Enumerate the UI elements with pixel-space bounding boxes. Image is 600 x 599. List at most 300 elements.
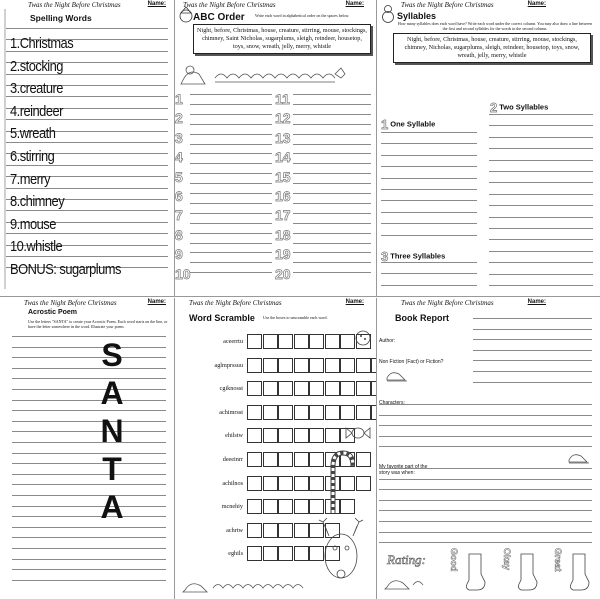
writing-line bbox=[379, 500, 592, 501]
abc-number: 10 bbox=[175, 265, 191, 282]
favorite-part-lines bbox=[379, 468, 592, 550]
name-label: Name: bbox=[147, 1, 166, 7]
writing-line bbox=[6, 233, 168, 234]
answer-box[interactable] bbox=[263, 334, 278, 349]
answer-box[interactable] bbox=[247, 428, 262, 443]
spelling-word: 10.whistle bbox=[10, 238, 63, 256]
writing-line bbox=[489, 251, 593, 252]
one-syllable-lines bbox=[381, 132, 477, 240]
sleigh-bottom-icon bbox=[181, 576, 321, 596]
scrambled-word: mcnehiy bbox=[221, 503, 243, 511]
writing-line bbox=[12, 336, 166, 337]
answer-box[interactable] bbox=[340, 405, 355, 420]
writing-line bbox=[381, 166, 477, 167]
answer-box[interactable] bbox=[278, 499, 293, 514]
abc-right-numbers bbox=[275, 92, 291, 286]
spelling-word: 7.merry bbox=[10, 170, 51, 188]
writing-line bbox=[293, 104, 371, 105]
answer-box[interactable] bbox=[263, 523, 278, 538]
writing-line bbox=[12, 442, 166, 443]
answer-box[interactable] bbox=[278, 476, 293, 491]
answer-box[interactable] bbox=[294, 523, 309, 538]
rating-label: Rating: bbox=[387, 552, 426, 567]
acrostic-letter: A bbox=[100, 375, 124, 411]
acrostic-title: Acrostic Poem bbox=[28, 309, 78, 316]
holly-border-icon bbox=[0, 4, 10, 294]
answer-box[interactable] bbox=[356, 358, 371, 373]
writing-line bbox=[293, 233, 371, 234]
writing-line bbox=[381, 212, 477, 213]
writing-line bbox=[12, 559, 166, 560]
answer-box[interactable] bbox=[309, 405, 324, 420]
acrostic-lines bbox=[12, 336, 166, 586]
writing-line bbox=[12, 410, 166, 411]
word-scramble-worksheet bbox=[175, 298, 377, 599]
answer-box[interactable] bbox=[294, 428, 309, 443]
nonfiction-label: Non Fiction (Fact) or Fiction? bbox=[379, 359, 444, 365]
stocking-icon-great bbox=[567, 552, 593, 592]
writing-line bbox=[293, 213, 371, 214]
book-report-worksheet bbox=[377, 298, 600, 599]
writing-line bbox=[190, 243, 272, 244]
answer-box[interactable] bbox=[247, 358, 262, 373]
answer-box[interactable] bbox=[309, 476, 324, 491]
answer-box[interactable] bbox=[247, 523, 262, 538]
scrambled-word: aglmprssuu bbox=[214, 361, 243, 369]
abc-number: 9 bbox=[175, 246, 183, 263]
answer-box[interactable] bbox=[340, 358, 355, 373]
spelling-word: 1.Christmas bbox=[10, 35, 74, 52]
abc-number: 11 bbox=[275, 91, 290, 107]
spelling-title: Spelling Words bbox=[30, 13, 92, 23]
answer-box[interactable] bbox=[294, 334, 309, 349]
writing-line bbox=[293, 203, 371, 204]
writing-line bbox=[12, 580, 166, 581]
writing-line bbox=[293, 183, 371, 184]
writing-line bbox=[190, 114, 272, 115]
writing-line bbox=[12, 389, 166, 390]
spelling-word: 2.stocking bbox=[10, 57, 63, 75]
abc-number: 4 bbox=[175, 149, 183, 166]
two-syllables-label bbox=[490, 100, 548, 115]
writing-line bbox=[473, 339, 592, 340]
answer-box[interactable] bbox=[263, 476, 278, 491]
answer-box[interactable] bbox=[309, 452, 324, 467]
answer-box[interactable] bbox=[278, 405, 293, 420]
writing-line bbox=[12, 347, 166, 348]
writing-line bbox=[293, 262, 371, 263]
writing-line bbox=[489, 239, 593, 240]
spelling-word: 3.creature bbox=[10, 80, 63, 98]
writing-line bbox=[379, 446, 592, 447]
syllables-worksheet bbox=[377, 0, 600, 297]
writing-line bbox=[12, 421, 166, 422]
writing-line bbox=[379, 510, 592, 511]
abc-number: 18 bbox=[275, 226, 291, 243]
series-title: Twas the Night Before Christmas bbox=[28, 1, 121, 9]
writing-line bbox=[12, 495, 166, 496]
scrambled-word: achrtw bbox=[226, 526, 243, 534]
answer-box[interactable] bbox=[294, 546, 309, 561]
writing-line bbox=[293, 252, 371, 253]
writing-line bbox=[190, 213, 272, 214]
writing-line bbox=[379, 479, 592, 480]
writing-line bbox=[6, 256, 168, 257]
writing-line bbox=[489, 217, 593, 218]
worksheet-header bbox=[377, 0, 600, 10]
writing-line bbox=[489, 160, 593, 161]
answer-box[interactable] bbox=[247, 452, 262, 467]
series-title: Twas the Night Before Christmas bbox=[24, 299, 117, 307]
writing-line bbox=[381, 155, 477, 156]
writing-line bbox=[379, 425, 592, 426]
writing-line bbox=[293, 223, 371, 224]
abc-number: 7 bbox=[175, 207, 183, 224]
writing-line bbox=[190, 262, 272, 263]
answer-box[interactable] bbox=[294, 381, 309, 396]
answer-box[interactable] bbox=[263, 405, 278, 420]
writing-line bbox=[12, 506, 166, 507]
writing-line bbox=[293, 272, 371, 273]
writing-line bbox=[473, 371, 592, 372]
writing-line bbox=[379, 532, 592, 533]
abc-number: 19 bbox=[275, 246, 291, 263]
scrambled-word: ehilstw bbox=[225, 432, 243, 440]
answer-box[interactable] bbox=[278, 452, 293, 467]
writing-line bbox=[293, 243, 371, 244]
abc-right-lines bbox=[293, 94, 371, 282]
two-syllables-text: Two Syllables bbox=[499, 102, 549, 112]
writing-line bbox=[381, 273, 477, 274]
answer-box[interactable] bbox=[356, 381, 371, 396]
acrostic-instructions: Use the letters "SANTA" to create your Acrostic Poem. Each word starts on the line, or have the letter somewhere in the word. Illustrate your poem. bbox=[28, 319, 168, 329]
answer-box[interactable] bbox=[247, 334, 262, 349]
writing-line bbox=[293, 163, 371, 164]
worksheet-header bbox=[175, 0, 376, 10]
scrambled-word: achilnos bbox=[222, 479, 243, 487]
syllables-word-bank: Night, before, Christmas, house, creature, stirring, mouse, stockings, chimney, Nicholas, sugarplums, sleigh, reindeer, housetop, toys, snow, wreath, jelly, merry, whistle bbox=[393, 33, 591, 63]
scramble-instructions: Use the boxes to unscramble each word. bbox=[263, 315, 328, 320]
writing-line bbox=[6, 210, 168, 211]
answer-box[interactable] bbox=[247, 476, 262, 491]
answer-box[interactable] bbox=[278, 523, 293, 538]
favorite-part-label: My favorite part of the story was when: bbox=[379, 464, 428, 476]
abc-number: 17 bbox=[275, 207, 291, 224]
writing-line bbox=[190, 153, 272, 154]
abc-left-numbers bbox=[175, 92, 191, 286]
answer-box[interactable] bbox=[278, 358, 293, 373]
abc-left-lines bbox=[190, 94, 272, 282]
name-label: Name: bbox=[345, 299, 364, 305]
writing-line bbox=[12, 537, 166, 538]
answer-box[interactable] bbox=[278, 428, 293, 443]
writing-line bbox=[489, 148, 593, 149]
one-syllable-number: 1 bbox=[381, 117, 389, 132]
writing-line bbox=[489, 137, 593, 138]
answer-box[interactable] bbox=[356, 452, 371, 467]
three-syllables-text: Three Syllables bbox=[390, 251, 446, 261]
abc-word-bank: Night, before, Christmas, house, creature, stirring, mouse, stockings, chimney, Saint Nicholas, sugarplums, sleigh, reindeer, housetop, toys, snow, wreath, jelly, merry, whistle bbox=[193, 24, 371, 54]
writing-line bbox=[379, 521, 592, 522]
writing-line bbox=[12, 474, 166, 475]
writing-line bbox=[190, 104, 272, 105]
writing-line bbox=[489, 205, 593, 206]
answer-box[interactable] bbox=[294, 405, 309, 420]
series-title: Twas the Night Before Christmas bbox=[189, 299, 282, 307]
spelling-worksheet bbox=[0, 0, 175, 297]
spelling-word: 6.stirring bbox=[10, 148, 55, 165]
writing-line bbox=[489, 274, 593, 275]
writing-line bbox=[489, 114, 593, 115]
writing-line bbox=[293, 193, 371, 194]
writing-line bbox=[190, 223, 272, 224]
writing-line bbox=[190, 272, 272, 273]
answer-box[interactable] bbox=[294, 499, 309, 514]
writing-line bbox=[190, 193, 272, 194]
series-title: Twas the Night Before Christmas bbox=[401, 299, 494, 307]
writing-line bbox=[379, 489, 592, 490]
writing-line bbox=[12, 516, 166, 517]
writing-line bbox=[190, 252, 272, 253]
book-report-top-lines bbox=[473, 318, 592, 388]
writing-line bbox=[190, 124, 272, 125]
two-syllables-number: 2 bbox=[490, 100, 498, 115]
writing-line bbox=[12, 569, 166, 570]
one-syllable-label bbox=[381, 117, 435, 132]
rating-good: Good bbox=[449, 548, 459, 572]
abc-number: 6 bbox=[175, 187, 183, 204]
answer-box[interactable] bbox=[309, 499, 324, 514]
writing-line bbox=[6, 188, 168, 189]
scrambled-word: aceerrtu bbox=[223, 338, 243, 345]
sleigh-and-reindeer-icon bbox=[175, 60, 375, 90]
writing-line bbox=[293, 124, 371, 125]
writing-line bbox=[489, 262, 593, 263]
writing-line bbox=[489, 228, 593, 229]
answer-box[interactable] bbox=[340, 381, 355, 396]
abc-number: 16 bbox=[275, 187, 291, 204]
series-title: Twas the Night Before Christmas bbox=[183, 1, 276, 9]
syllables-instructions: How many syllables does each word have? Write each word under the correct column. You may also draw a line between the first and second syllables for the words in the second column. bbox=[397, 21, 593, 31]
writing-line bbox=[12, 463, 166, 464]
writing-line bbox=[190, 183, 272, 184]
acrostic-letter: S bbox=[101, 337, 123, 373]
three-syllables-number: 3 bbox=[381, 249, 389, 264]
worksheet-header bbox=[377, 298, 600, 308]
answer-box[interactable] bbox=[309, 381, 324, 396]
writing-line bbox=[381, 285, 477, 286]
worksheet-header bbox=[0, 298, 174, 308]
writing-line bbox=[473, 360, 592, 361]
writing-line bbox=[12, 357, 166, 358]
writing-line bbox=[381, 178, 477, 179]
acrostic-letter: N bbox=[100, 413, 124, 449]
writing-line bbox=[379, 415, 592, 416]
characters-label: Characters: bbox=[379, 400, 405, 406]
writing-line bbox=[473, 350, 592, 351]
sleigh-icon bbox=[385, 368, 411, 382]
answer-box[interactable] bbox=[278, 546, 293, 561]
writing-line bbox=[473, 318, 592, 319]
stocking-icon-good bbox=[463, 552, 489, 592]
writing-line bbox=[489, 182, 593, 183]
answer-box[interactable] bbox=[309, 428, 324, 443]
writing-line bbox=[489, 285, 593, 286]
answer-box[interactable] bbox=[356, 476, 371, 491]
cookie-icon bbox=[353, 328, 373, 348]
rating-great: Great bbox=[553, 548, 563, 572]
answer-box[interactable] bbox=[247, 405, 262, 420]
writing-line bbox=[489, 194, 593, 195]
answer-box[interactable] bbox=[294, 476, 309, 491]
writing-line bbox=[293, 94, 371, 95]
abc-number: 20 bbox=[275, 265, 291, 282]
characters-lines bbox=[379, 404, 592, 456]
writing-line bbox=[379, 436, 592, 437]
scrambled-word: achimrsst bbox=[219, 408, 243, 416]
answer-box[interactable] bbox=[263, 358, 278, 373]
writing-line bbox=[379, 542, 592, 543]
candy-icon bbox=[345, 426, 371, 440]
writing-line bbox=[293, 144, 371, 145]
writing-line bbox=[473, 382, 592, 383]
writing-line bbox=[190, 134, 272, 135]
answer-box[interactable] bbox=[325, 358, 340, 373]
answer-box[interactable] bbox=[263, 381, 278, 396]
writing-line bbox=[381, 223, 477, 224]
spelling-word: 5.wreath bbox=[10, 125, 56, 143]
abc-number: 3 bbox=[175, 129, 183, 146]
sleigh-bottom-icon bbox=[383, 573, 433, 593]
author-label: Author: bbox=[379, 338, 396, 344]
writing-line bbox=[381, 200, 477, 201]
answer-box[interactable] bbox=[325, 428, 340, 443]
writing-line bbox=[12, 400, 166, 401]
name-label: Name: bbox=[527, 1, 546, 7]
writing-line bbox=[379, 468, 592, 469]
name-label: Name: bbox=[527, 299, 546, 305]
rating-okay: Okay bbox=[502, 548, 512, 571]
writing-line bbox=[12, 378, 166, 379]
writing-line bbox=[293, 134, 371, 135]
answer-box[interactable] bbox=[263, 452, 278, 467]
writing-line bbox=[12, 527, 166, 528]
abc-number: 2 bbox=[175, 110, 183, 127]
scrambled-word: deeeinrr bbox=[222, 456, 243, 463]
answer-box[interactable] bbox=[294, 452, 309, 467]
one-syllable-text: One Syllable bbox=[390, 119, 436, 129]
answer-box[interactable] bbox=[278, 381, 293, 396]
writing-line bbox=[381, 143, 477, 144]
answer-box[interactable] bbox=[325, 405, 340, 420]
answer-box[interactable] bbox=[325, 381, 340, 396]
abc-number: 12 bbox=[275, 110, 291, 127]
writing-line bbox=[381, 262, 477, 263]
writing-line bbox=[190, 94, 272, 95]
spelling-word: 8.chimney bbox=[10, 193, 65, 211]
writing-line bbox=[381, 189, 477, 190]
answer-box[interactable] bbox=[325, 334, 340, 349]
answer-box[interactable] bbox=[247, 546, 262, 561]
name-label: Name: bbox=[345, 1, 364, 7]
abc-instructions: Write each word in alphabetical order on the spaces below. bbox=[255, 13, 350, 18]
answer-box[interactable] bbox=[309, 358, 324, 373]
writing-line bbox=[190, 163, 272, 164]
series-title: Twas the Night Before Christmas bbox=[401, 1, 494, 9]
writing-line bbox=[379, 404, 592, 405]
candy-cane-icon bbox=[325, 448, 355, 518]
spelling-word: 9.mouse bbox=[10, 215, 56, 233]
worksheet-header bbox=[175, 298, 376, 308]
answer-box[interactable] bbox=[356, 405, 371, 420]
three-syllables-lines bbox=[381, 262, 477, 290]
writing-line bbox=[190, 233, 272, 234]
two-syllables-lines bbox=[489, 114, 593, 288]
stocking-icon-okay bbox=[515, 552, 541, 592]
writing-line bbox=[293, 114, 371, 115]
answer-box[interactable] bbox=[247, 499, 262, 514]
writing-line bbox=[473, 329, 592, 330]
acrostic-letters bbox=[92, 336, 132, 526]
answer-box[interactable] bbox=[247, 381, 262, 396]
spelling-word: 4.reindeer bbox=[10, 102, 63, 120]
writing-line bbox=[12, 431, 166, 432]
writing-line bbox=[190, 173, 272, 174]
writing-line bbox=[190, 203, 272, 204]
scramble-title: Word Scramble bbox=[189, 313, 255, 323]
abc-title: ABC Order bbox=[193, 12, 245, 23]
answer-box[interactable] bbox=[309, 334, 324, 349]
spelling-word: BONUS: sugarplums bbox=[10, 261, 121, 278]
abc-number: 8 bbox=[175, 226, 183, 243]
acrostic-worksheet bbox=[0, 298, 175, 599]
scrambled-word: eghils bbox=[228, 550, 243, 558]
writing-line bbox=[489, 125, 593, 126]
scrambled-word: cgiknosst bbox=[219, 385, 243, 393]
writing-line bbox=[190, 144, 272, 145]
writing-line bbox=[12, 453, 166, 454]
abc-number: 13 bbox=[275, 129, 291, 146]
writing-line bbox=[381, 235, 477, 236]
answer-box[interactable] bbox=[294, 358, 309, 373]
abc-order-worksheet bbox=[175, 0, 377, 297]
reindeer-head-icon bbox=[315, 516, 367, 596]
answer-box[interactable] bbox=[263, 428, 278, 443]
acrostic-letter: T bbox=[102, 451, 122, 487]
syllables-title: Syllables bbox=[397, 11, 437, 21]
abc-number: 5 bbox=[175, 168, 183, 185]
abc-number: 14 bbox=[275, 149, 291, 166]
answer-box[interactable] bbox=[278, 334, 293, 349]
answer-box[interactable] bbox=[263, 499, 278, 514]
writing-line bbox=[293, 173, 371, 174]
writing-line bbox=[12, 548, 166, 549]
writing-line bbox=[489, 171, 593, 172]
writing-line bbox=[381, 132, 477, 133]
writing-line bbox=[12, 368, 166, 369]
worksheet-header bbox=[0, 0, 174, 10]
name-label: Name: bbox=[147, 299, 166, 305]
answer-box[interactable] bbox=[263, 546, 278, 561]
writing-line bbox=[12, 484, 166, 485]
abc-number: 15 bbox=[275, 168, 291, 185]
abc-number: 1 bbox=[175, 91, 183, 107]
writing-line bbox=[6, 28, 168, 29]
acrostic-letter: A bbox=[100, 489, 124, 525]
book-report-title: Book Report bbox=[395, 313, 449, 323]
writing-line bbox=[293, 153, 371, 154]
sleigh-icon-right bbox=[567, 450, 593, 464]
